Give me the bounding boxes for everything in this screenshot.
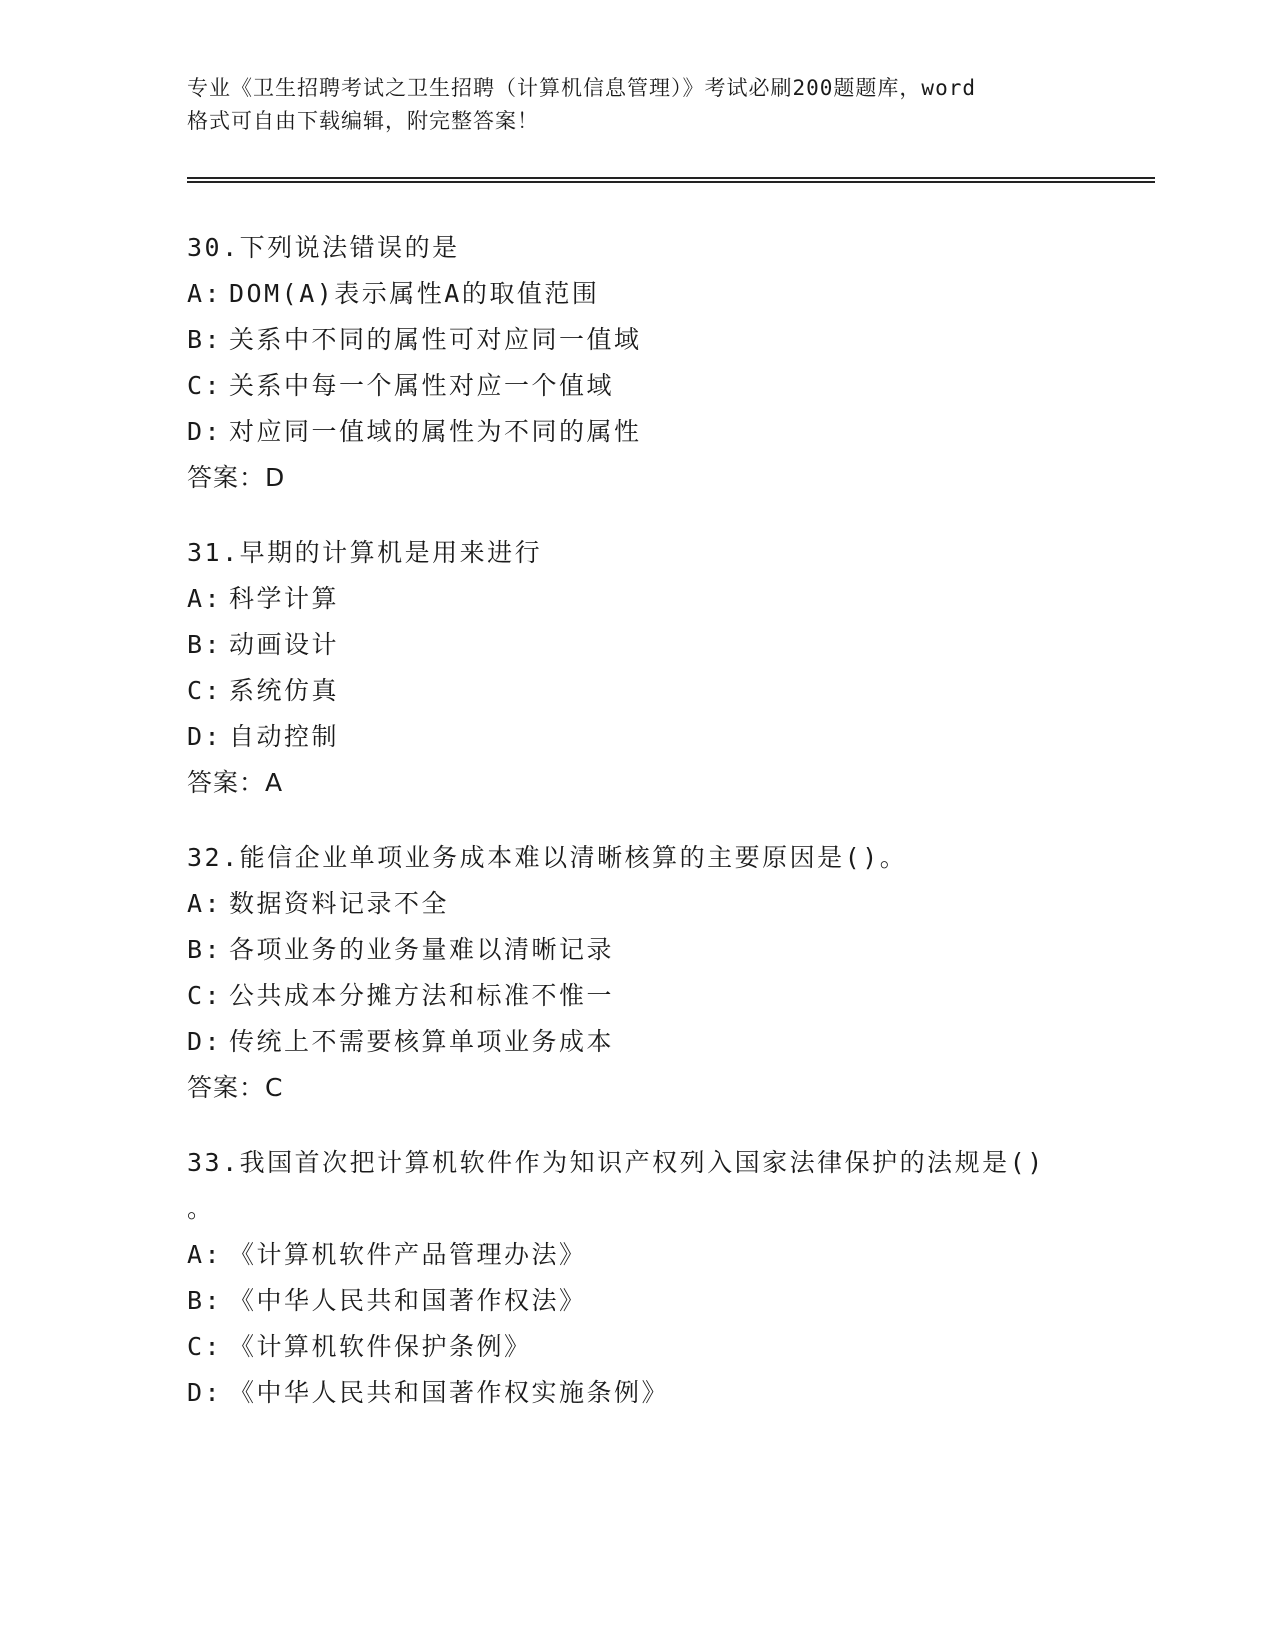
option-text: 《计算机软件保护条例》 bbox=[229, 1332, 532, 1361]
question-stem: 30.下列说法错误的是 bbox=[187, 233, 460, 262]
option-text: 传统上不需要核算单项业务成本 bbox=[229, 1027, 615, 1056]
option-key: A: bbox=[187, 279, 223, 308]
option-text: 数据资料记录不全 bbox=[229, 889, 450, 918]
option-text: 公共成本分摊方法和标准不惟一 bbox=[229, 981, 615, 1010]
option-key: C: bbox=[187, 371, 223, 400]
option-a bbox=[187, 271, 1087, 317]
question-33 bbox=[187, 1140, 1087, 1416]
question-30 bbox=[187, 225, 1087, 501]
option-key: B: bbox=[187, 325, 223, 354]
answer-label: 答案：D bbox=[187, 463, 286, 492]
option-key: B: bbox=[187, 630, 223, 659]
document-header bbox=[187, 72, 1087, 138]
option-b bbox=[187, 317, 1087, 363]
option-text: 系统仿真 bbox=[229, 676, 340, 705]
option-a bbox=[187, 881, 1087, 927]
option-key: C: bbox=[187, 1332, 223, 1361]
option-key: D: bbox=[187, 417, 223, 446]
option-b bbox=[187, 927, 1087, 973]
option-text: 动画设计 bbox=[229, 630, 340, 659]
option-key: D: bbox=[187, 1027, 223, 1056]
option-text: 关系中每一个属性对应一个值域 bbox=[229, 371, 615, 400]
question-stem: 31.早期的计算机是用来进行 bbox=[187, 538, 543, 567]
answer-label: 答案：C bbox=[187, 1073, 284, 1102]
option-d bbox=[187, 1370, 1087, 1416]
option-b bbox=[187, 1278, 1087, 1324]
question-stem-continuation: 。 bbox=[187, 1194, 213, 1223]
option-d bbox=[187, 714, 1087, 760]
question-32 bbox=[187, 835, 1087, 1111]
option-text: 科学计算 bbox=[229, 584, 340, 613]
option-b bbox=[187, 622, 1087, 668]
question-stem: 32.能信企业单项业务成本难以清晰核算的主要原因是()。 bbox=[187, 843, 908, 872]
option-text: 自动控制 bbox=[229, 722, 340, 751]
option-text: 《中华人民共和国著作权法》 bbox=[229, 1286, 587, 1315]
option-text: 各项业务的业务量难以清晰记录 bbox=[229, 935, 615, 964]
option-text: 《计算机软件产品管理办法》 bbox=[229, 1240, 587, 1269]
option-c bbox=[187, 363, 1087, 409]
question-stem: 33.我国首次把计算机软件作为知识产权列入国家法律保护的法规是() bbox=[187, 1148, 1045, 1177]
option-key: D: bbox=[187, 722, 223, 751]
header-double-rule bbox=[187, 177, 1155, 183]
option-key: A: bbox=[187, 1240, 223, 1269]
option-key: A: bbox=[187, 889, 223, 918]
option-key: C: bbox=[187, 676, 223, 705]
option-a bbox=[187, 576, 1087, 622]
option-text: 关系中不同的属性可对应同一值域 bbox=[229, 325, 642, 354]
option-d bbox=[187, 1019, 1087, 1065]
option-c bbox=[187, 668, 1087, 714]
option-key: A: bbox=[187, 584, 223, 613]
option-text: 对应同一值域的属性为不同的属性 bbox=[229, 417, 642, 446]
option-text: 《中华人民共和国著作权实施条例》 bbox=[229, 1378, 670, 1407]
option-key: C: bbox=[187, 981, 223, 1010]
header-line-2: 格式可自由下载编辑，附完整答案！ bbox=[187, 109, 539, 133]
answer-label: 答案：A bbox=[187, 768, 284, 797]
option-c bbox=[187, 1324, 1087, 1370]
option-a bbox=[187, 1232, 1087, 1278]
option-key: D: bbox=[187, 1378, 223, 1407]
option-c bbox=[187, 973, 1087, 1019]
header-line-1: 专业《卫生招聘考试之卫生招聘（计算机信息管理）》考试必刷200题题库，word bbox=[187, 76, 976, 100]
option-text: DOM(A)表示属性A的取值范围 bbox=[229, 279, 600, 308]
option-d bbox=[187, 409, 1087, 455]
option-key: B: bbox=[187, 935, 223, 964]
question-31 bbox=[187, 530, 1087, 806]
option-key: B: bbox=[187, 1286, 223, 1315]
